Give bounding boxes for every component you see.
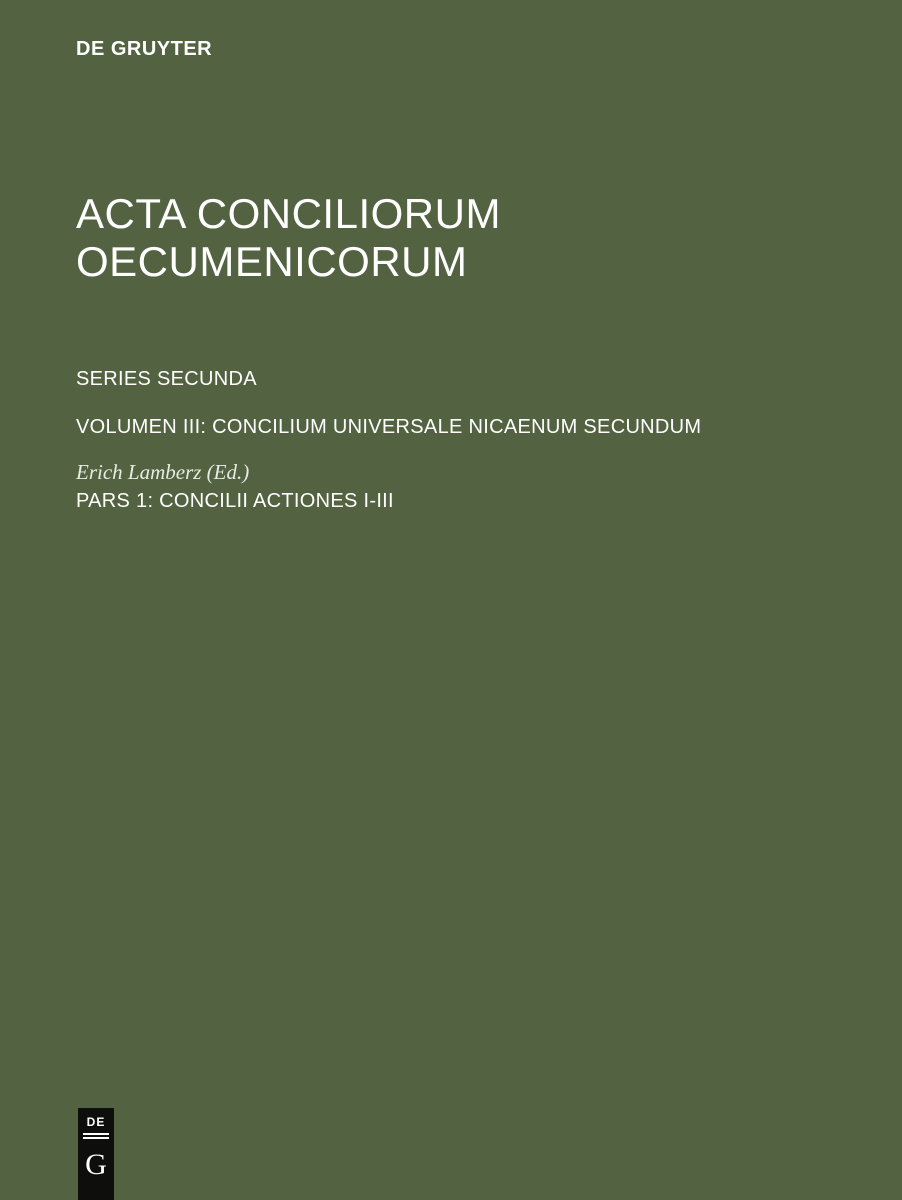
book-title-line-1: ACTA CONCILIORUM	[76, 190, 501, 238]
series-label: SERIES SECUNDA	[76, 368, 257, 390]
logo-upper-rule	[83, 1133, 109, 1135]
publisher-name: DE GRUYTER	[76, 38, 213, 60]
book-title-line-2: OECUMENICORUM	[76, 238, 468, 286]
logo-de-text: DE	[86, 1115, 106, 1129]
volume-title: VOLUMEN III: CONCILIUM UNIVERSALE NICAENUM SECUNDUM	[76, 416, 702, 438]
logo-g-letter: G	[85, 1148, 107, 1181]
book-title	[76, 190, 501, 286]
logo-lower-rule	[83, 1137, 109, 1139]
editor-name: Erich Lamberz (Ed.)	[76, 460, 250, 484]
part-title: PARS 1: CONCILII ACTIONES I-III	[76, 490, 394, 512]
de-gruyter-logo	[78, 1108, 114, 1200]
